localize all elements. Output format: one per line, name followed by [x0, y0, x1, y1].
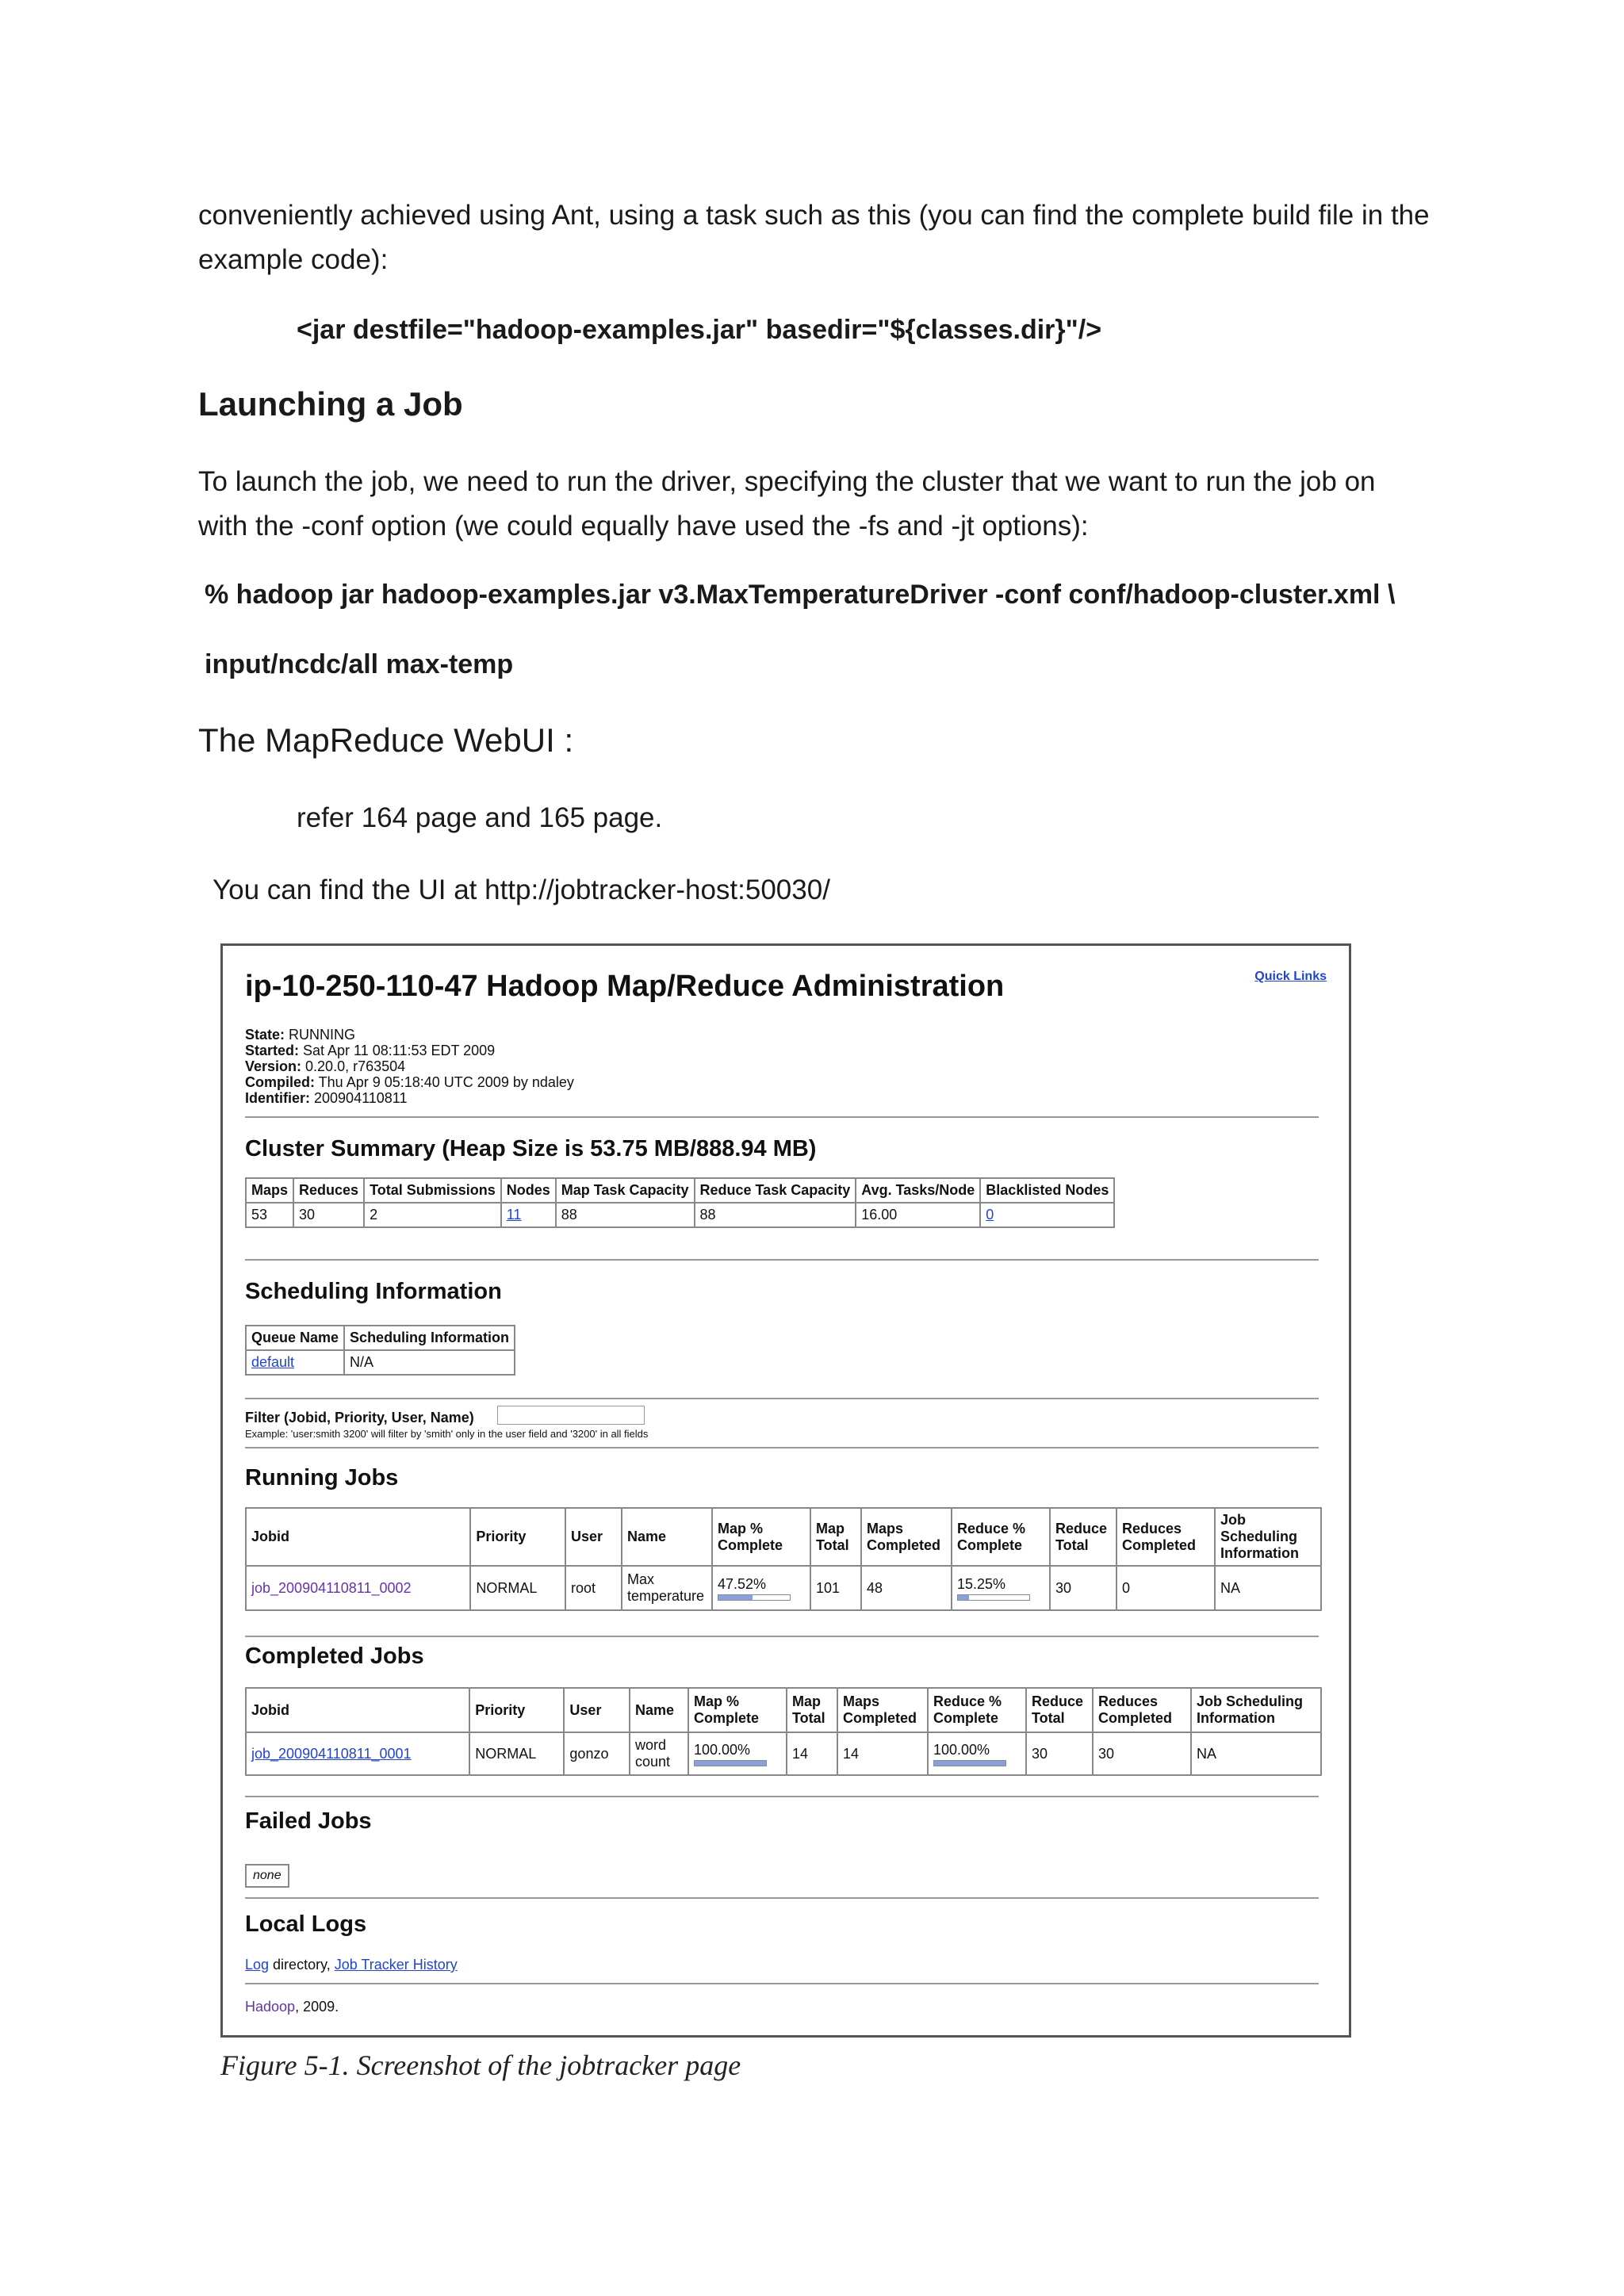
quick-links-link[interactable]: Quick Links [1254, 970, 1327, 983]
table-cell: 101 [810, 1566, 861, 1610]
table-cell: 53 [246, 1203, 293, 1227]
table-cell: 30 [293, 1203, 364, 1227]
heading-launching-a-job: Launching a Job [198, 385, 463, 423]
table-cell: NORMAL [470, 1566, 565, 1610]
table-cell: 2 [364, 1203, 501, 1227]
table-header: Map % Complete [688, 1688, 787, 1732]
table-header: Avg. Tasks/Node [856, 1178, 980, 1203]
map-progress-cell [688, 1732, 787, 1775]
table-cell: NA [1215, 1566, 1321, 1610]
scheduling-table [245, 1325, 515, 1376]
blacklisted-nodes-link[interactable]: 0 [980, 1203, 1114, 1227]
table-cell: NA [1191, 1732, 1321, 1775]
table-header: Name [622, 1508, 712, 1566]
filter-example: Example: 'user:smith 3200' will filter by 'smith' only in the user field and '3200' in all fields [245, 1428, 649, 1440]
divider [245, 1897, 1319, 1899]
table-header: Reduce Total [1026, 1688, 1093, 1732]
cluster-summary-heading: Cluster Summary (Heap Size is 53.75 MB/888.94 MB) [245, 1136, 817, 1161]
running-jobs-table [245, 1507, 1322, 1611]
table-header: Job Scheduling Information [1215, 1508, 1321, 1566]
queue-default-link[interactable]: default [246, 1350, 344, 1375]
table-cell: gonzo [564, 1732, 630, 1775]
table-cell: 14 [837, 1732, 928, 1775]
table-header: User [565, 1508, 622, 1566]
table-cell: NORMAL [469, 1732, 564, 1775]
launch-line-1: To launch the job, we need to run the driver, specifying the cluster that we want to run the job on [198, 466, 1376, 497]
meta-state: State: RUNNING [245, 1027, 356, 1043]
reduce-progress-bar [933, 1760, 1006, 1766]
table-header: Scheduling Information [344, 1326, 515, 1350]
table-header: User [564, 1688, 630, 1732]
table-header: Reduce % Complete [928, 1688, 1026, 1732]
divider [245, 1398, 1319, 1399]
divider [245, 1259, 1319, 1261]
failed-jobs-none: none [245, 1864, 289, 1888]
footer-year: , 2009. [295, 1999, 339, 2015]
table-cell: 30 [1093, 1732, 1191, 1775]
table-header: Jobid [246, 1688, 469, 1732]
map-progress-bar [694, 1760, 767, 1766]
launch-line-2: with the -conf option (we could equally have used the -fs and -jt options): [198, 511, 1089, 541]
table-header: Job Scheduling Information [1191, 1688, 1321, 1732]
table-cell: 30 [1026, 1732, 1093, 1775]
log-link[interactable]: Log [245, 1957, 270, 1973]
job-tracker-history-link[interactable]: Job Tracker History [334, 1957, 458, 1973]
table-header: Priority [470, 1508, 565, 1566]
reduce-progress-text: 100.00% [933, 1741, 990, 1758]
divider [245, 1983, 1319, 1984]
map-progress-bar [718, 1594, 791, 1601]
table-header: Maps Completed [861, 1508, 952, 1566]
local-logs-links [245, 1957, 458, 1973]
table-header: Map % Complete [712, 1508, 810, 1566]
divider [245, 1116, 1319, 1118]
table-header: Name [630, 1688, 688, 1732]
command-line-1: % hadoop jar hadoop-examples.jar v3.MaxTemperatureDriver -conf conf/hadoop-cluster.xml \ [205, 580, 1396, 610]
divider [245, 1636, 1319, 1637]
meta-started: Started: Sat Apr 11 08:11:53 EDT 2009 [245, 1043, 496, 1058]
table-header: Queue Name [246, 1326, 344, 1350]
intro-line-2: example code): [198, 244, 389, 275]
map-progress-fill [718, 1595, 753, 1600]
jobtracker-title: ip-10-250-110-47 Hadoop Map/Reduce Administration [245, 970, 1005, 1003]
intro-paragraph [198, 193, 1435, 282]
reduce-progress-cell [952, 1566, 1050, 1610]
table-header: Reduce Task Capacity [695, 1178, 856, 1203]
heading-mapreduce-webui: The MapReduce WebUI : [198, 721, 574, 759]
table-header: Nodes [501, 1178, 556, 1203]
table-header: Total Submissions [364, 1178, 501, 1203]
map-progress-cell [712, 1566, 810, 1610]
map-progress-text: 47.52% [718, 1575, 767, 1592]
ui-url-line: You can find the UI at http://jobtracker-host:50030/ [213, 874, 830, 905]
running-jobs-heading: Running Jobs [245, 1465, 399, 1490]
completed-jobs-heading: Completed Jobs [245, 1644, 424, 1669]
cluster-summary-table [245, 1177, 1115, 1228]
reduce-progress-text: 15.25% [957, 1575, 1006, 1592]
table-cell: 88 [695, 1203, 856, 1227]
meta-version: Version: 0.20.0, r763504 [245, 1058, 406, 1074]
meta-identifier: Identifier: 200904110811 [245, 1090, 408, 1106]
reduce-progress-fill [958, 1595, 969, 1600]
table-header: Map Total [787, 1688, 837, 1732]
jar-code: <jar destfile="hadoop-examples.jar" basedir="${classes.dir}"/> [297, 315, 1102, 345]
reduce-progress-cell [928, 1732, 1026, 1775]
log-directory-text: directory, [269, 1957, 335, 1973]
scheduling-information-heading: Scheduling Information [245, 1279, 502, 1304]
launch-paragraph [198, 460, 1435, 549]
map-progress-text: 100.00% [694, 1741, 751, 1758]
table-header: Priority [469, 1688, 564, 1732]
table-header: Reduce % Complete [952, 1508, 1050, 1566]
failed-jobs-heading: Failed Jobs [245, 1808, 372, 1834]
table-header: Reduces Completed [1116, 1508, 1215, 1566]
table-header: Reduces [293, 1178, 364, 1203]
table-cell: root [565, 1566, 622, 1610]
map-progress-fill [695, 1761, 766, 1766]
table-cell: 88 [556, 1203, 695, 1227]
hadoop-link[interactable]: Hadoop [245, 1999, 296, 2015]
table-cell: 48 [861, 1566, 952, 1610]
filter-input[interactable] [497, 1406, 645, 1425]
table-header: Reduce Total [1050, 1508, 1116, 1566]
intro-line-1: conveniently achieved using Ant, using a task such as this (you can find the complete build file in the [198, 200, 1430, 231]
figure-caption: Figure 5-1. Screenshot of the jobtracker page [220, 2049, 741, 2081]
jobtracker-screenshot [220, 943, 1351, 2038]
divider [245, 1447, 1319, 1448]
nodes-link[interactable]: 11 [501, 1203, 556, 1227]
completed-job-id-link[interactable]: job_200904110811_0001 [246, 1732, 469, 1775]
reduce-progress-bar [957, 1594, 1030, 1601]
table-header: Maps Completed [837, 1688, 928, 1732]
table-cell: N/A [344, 1350, 515, 1375]
table-header: Reduces Completed [1093, 1688, 1191, 1732]
jobtracker-meta [245, 1027, 574, 1106]
table-cell: word count [630, 1732, 688, 1775]
completed-jobs-table [245, 1687, 1322, 1776]
divider [245, 1796, 1319, 1797]
local-logs-heading: Local Logs [245, 1911, 367, 1937]
table-header: Map Task Capacity [556, 1178, 695, 1203]
table-cell: 14 [787, 1732, 837, 1775]
table-header: Map Total [810, 1508, 861, 1566]
table-cell: Max temperature [622, 1566, 712, 1610]
table-header: Maps [246, 1178, 293, 1203]
filter-label: Filter (Jobid, Priority, User, Name) [245, 1410, 474, 1425]
table-cell: 16.00 [856, 1203, 980, 1227]
table-cell: 0 [1116, 1566, 1215, 1610]
table-header: Blacklisted Nodes [980, 1178, 1114, 1203]
running-job-id-link[interactable]: job_200904110811_0002 [246, 1566, 470, 1610]
table-cell: 30 [1050, 1566, 1116, 1610]
refer-pages-line: refer 164 page and 165 page. [297, 802, 663, 833]
footer [245, 1999, 339, 2015]
table-header: Jobid [246, 1508, 470, 1566]
command-line-2: input/ncdc/all max-temp [205, 649, 514, 679]
reduce-progress-fill [934, 1761, 1005, 1766]
meta-compiled: Compiled: Thu Apr 9 05:18:40 UTC 2009 by ndaley [245, 1074, 574, 1090]
